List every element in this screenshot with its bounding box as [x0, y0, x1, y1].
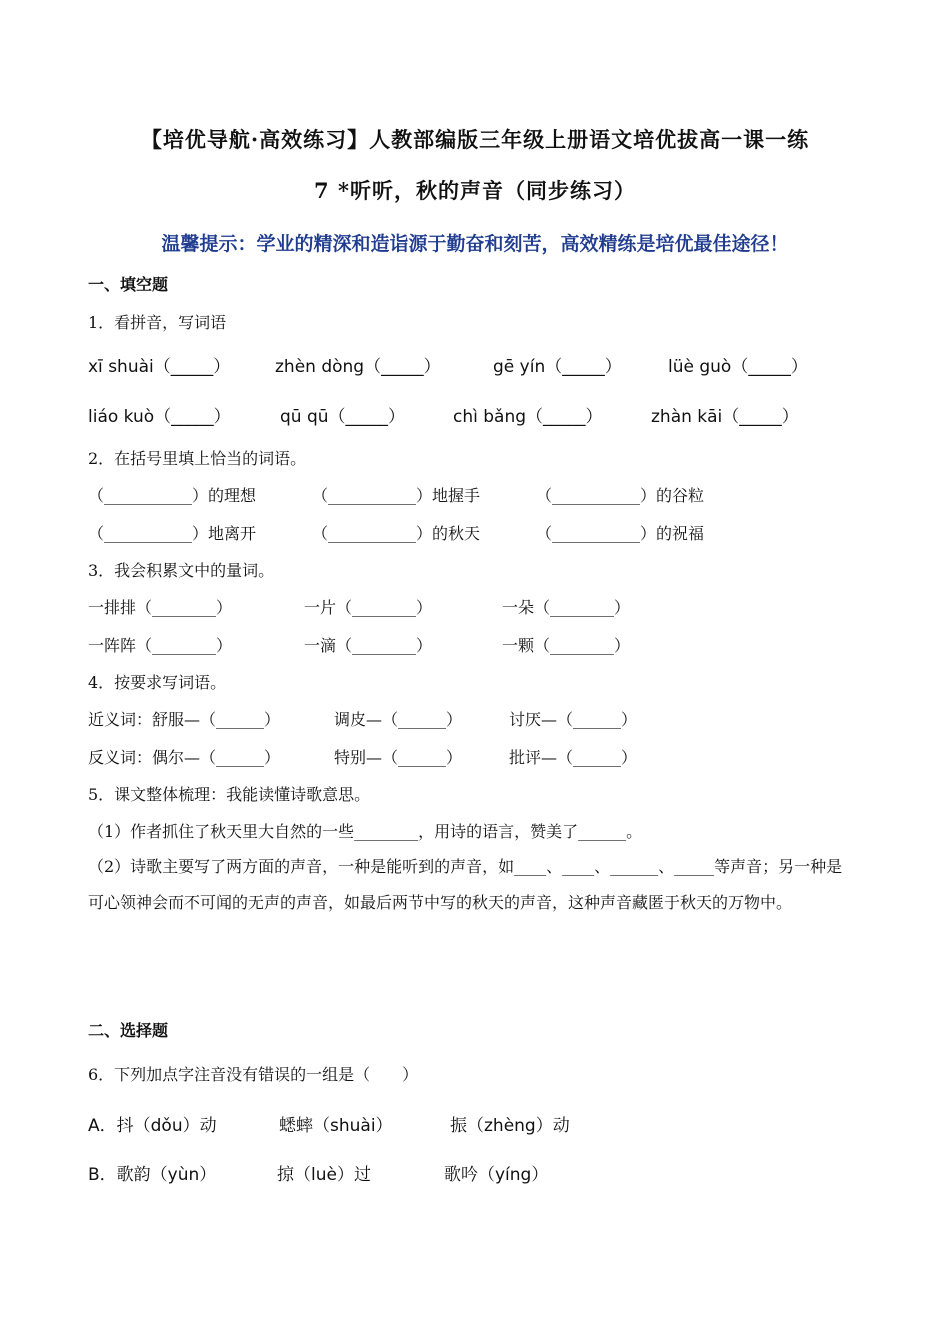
blank-item: 一排排（________）: [88, 598, 233, 617]
section-heading-choice: 二、选择题: [88, 1021, 169, 1040]
blank-item: （___________）地握手: [312, 486, 481, 505]
pinyin-item: xī shuài（_____）: [88, 357, 231, 377]
page-title: 【培优导航·高效练习】人教部编版三年级上册语文培优拔高一课一练: [140, 127, 810, 152]
question-1-prompt: 1．看拼音，写词语: [88, 313, 227, 332]
pinyin-item: liáo kuò（_____）: [88, 407, 231, 427]
pinyin-item: lüè guò（_____）: [668, 357, 808, 377]
pinyin-item: zhàn kāi（_____）: [651, 407, 799, 427]
pinyin-item: qū qū（_____）: [280, 407, 406, 427]
pinyin-item: chì bǎng（_____）: [453, 407, 603, 427]
blank-item: （___________）的谷粒: [536, 486, 705, 505]
option-b-item: B．歌韵（yùn）: [88, 1165, 217, 1185]
blank-item: 一滴（________）: [304, 636, 433, 655]
option-a-item: 蟋蟀（shuài）: [279, 1116, 393, 1136]
blank-item: （___________）的理想: [88, 486, 257, 505]
pinyin-item: zhèn dòng（_____）: [275, 357, 441, 377]
lesson-title: 7 *听听，秋的声音（同步练习）: [314, 178, 636, 203]
section-heading-fill-blank: 一、填空题: [88, 275, 169, 294]
question-5-sub-1: （1）作者抓住了秋天里大自然的一些________，用诗的语言，赞美了______。: [88, 822, 643, 841]
blank-item: （___________）的秋天: [312, 524, 481, 543]
option-a-item: A．抖（dǒu）动: [88, 1116, 217, 1136]
blank-item: 一朵（________）: [502, 598, 631, 617]
question-5-sub-2: （2）诗歌主要写了两方面的声音，一种是能听到的声音，如____、____、______、_____等声音；另一种是可心领神会而不可闻的无声的声音，如最后两节中写的秋天的声音，这种声音藏匿于秋天的万物中。: [88, 857, 843, 912]
blank-item: 反义词：偶尔—（______）: [88, 748, 281, 767]
blank-item: （___________）地离开: [88, 524, 257, 543]
blank-item: 一颗（________）: [502, 636, 631, 655]
option-b-item: 掠（luè）过: [277, 1165, 371, 1185]
blank-item: 调皮—（______）: [334, 710, 463, 729]
blank-item: （___________）的祝福: [536, 524, 705, 543]
blank-item: 批评—（______）: [509, 748, 638, 767]
option-a-item: 振（zhèng）动: [450, 1116, 570, 1136]
option-b-item: 歌吟（yíng）: [444, 1165, 549, 1185]
question-5-prompt: 5．课文整体梳理：我能读懂诗歌意思。: [88, 785, 371, 804]
blank-item: 一片（________）: [304, 598, 433, 617]
blank-item: 近义词：舒服—（______）: [88, 710, 281, 729]
blank-item: 特别—（______）: [334, 748, 463, 767]
question-2-prompt: 2．在括号里填上恰当的词语。: [88, 449, 307, 468]
question-6-prompt: 6．下列加点字注音没有错误的一组是（ ）: [88, 1065, 419, 1084]
blank-item: 一阵阵（________）: [88, 636, 233, 655]
pinyin-item: gē yín（_____）: [493, 357, 622, 377]
question-4-prompt: 4．按要求写词语。: [88, 673, 227, 692]
blank-item: 讨厌—（______）: [509, 710, 638, 729]
question-3-prompt: 3．我会积累文中的量词。: [88, 561, 275, 580]
tip-banner: 温馨提示：学业的精深和造诣源于勤奋和刻苦，高效精练是培优最佳途径！: [161, 233, 789, 255]
